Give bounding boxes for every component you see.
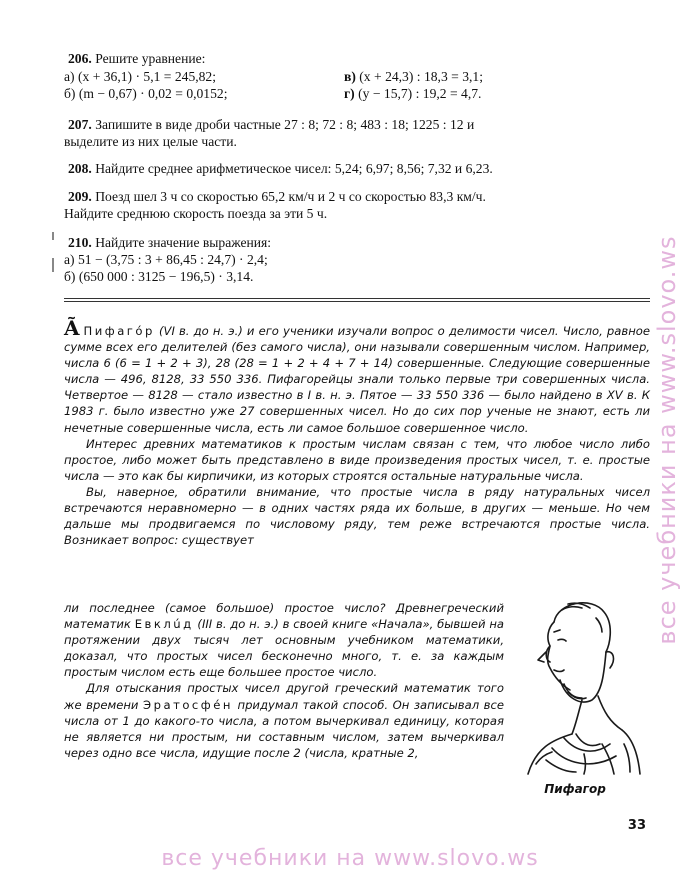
textbook-page: 206. Решите уравнение: а) (x + 36,1) · 5,1 = 245,82; в) (x + 24,3) : 18,3 = 3,1; б) (m − 0,67) · 0,02 = 0,0152; г) (y − 15,7) : 19,2 = 4,7. 207. Запишите в виде дроби частные 27 : 8; 72 : 8; 483 : 18; 1225 : 12 и выделите из них целые части. 208. Найдите среднее арифметическое чисел: 5,24; 6,97; 8,56; 7,32 и 6,23. 209. Поезд шел 3 ч со скоростью 65,2 км/ч и 2 ч со скоростью 83,3 км/ч. Найдите среднюю скорость поезда за эти 5 ч. 210. Найдите значение выражения: а) 51 − (3,75 : 3 + 86,45 : 24,7) · 2,4; б) (650 000 : 3125 − 196,5) · 3,14. Ã Пифагóр (VI в. до н. э.) и его ученики изучали вопрос о делимости чисел. Число, равное сумме всех его делителей (без самого числа), они называли совершенным числом. Например, числа 6 (6 = 1 + 2 + 3), 28 (28 = 1 + 2 + 4 + 7 + 14) совершенные. Следующие совершенные числа — 496, 8128, 33 550 336. Пифагорейцы знали только первые три совершенных числа. Четвертое — 8128 — стало известно в I в. н. э. Пятое — 33 550 336 — было найдено в XV в. К 1983 г. было известно уже 27 совершенных чисел. Но до сих пор ученые не знают, есть ли нечетные совершенные числа, есть ли самое большое совершенное число. Интерес древних математиков к простым числам связан с тем, что любое число либо простое, либо может быть представлено в виде произведения простых чисел, т. е. простые числа — это как бы кирпичики, из которых строятся остальные натуральные числа. Вы, наверное, обратили внимание, что простые числа в ряду натуральных чисел встречаются неравномерно — в одних частях ряда их больше, в других — меньше. Но чем дальше мы продвигаемся по числовому ряду, тем реже встречаются простые числа. Возникает вопрос: существует ли последнее (самое большое) простое число? Древнегреческий математик Евклúд (III в. до н. э.) в своей книге «Начала», бывшей на протяжении двух тысяч лет основным учебником математики, доказал, что простых чисел бесконечно много, т. е. за каждым простым числом есть еще большее простое число. Для отыскания простых чисел другой греческий математик того же времени Эратосфéн придумал такой способ. Он записывал все числа от 1 до какого-то числа, а потом вычеркивал единицу, которая не является ни простым, ни составным числом, затем вычеркивал через одно все числа, идущие после 2 (числа, кратные 2, Пифагор 33 все учебники на www.slovo.ws все учебники на www.slovo.ws <box>0 0 700 886</box>
essay-paragraph: ли последнее (самое большое) простое число? Древнегреческий математик Евклúд (III в. до н. э.) в своей книге «Начала», бывшей на протяжении двух тысяч лет основным учебником математики, доказал, что простых чисел бесконечно много, т. е. за каждым простым числом есть еще большее простое число. <box>64 601 505 680</box>
equation-row <box>64 85 624 102</box>
problem-text: Решите уравнение: <box>95 51 206 66</box>
essay-paragraph: Для отыскания простых чисел другой греческий математик того же времени Эратосфéн придумал такой способ. Он записывал все числа от 1 до какого-то числа, а потом вычеркивал единицу, которая не является ни простым, ни составным числом, затем вычеркивал через одно все числа, идущие после 2 (числа, кратные 2, <box>64 681 505 760</box>
pythagoras-name: Пифагóр <box>83 324 155 338</box>
history-essay-wrapped <box>64 600 504 761</box>
section-divider <box>64 301 650 302</box>
problem-text-line: выделите из них целые части. <box>64 134 237 149</box>
portrait-caption: Пифагор <box>544 782 606 796</box>
eratosthenes-name: Эратосфéн <box>143 697 233 712</box>
watermark-bottom: все учебники на www.slovo.ws <box>161 846 539 871</box>
equation-a: а) (x + 36,1) · 5,1 = 245,82; <box>64 69 217 84</box>
page-number: 33 <box>627 818 646 833</box>
problem-207 <box>64 116 652 150</box>
equation-b: б) (m − 0,67) · 0,02 = 0,0152; <box>64 86 228 101</box>
problem-number: 208. <box>68 161 92 176</box>
problem-209 <box>64 188 652 222</box>
equation-v: в) (x + 24,3) : 18,3 = 3,1; <box>344 69 483 84</box>
pythagoras-portrait-icon <box>506 588 644 776</box>
euclid-name: Евклúд <box>134 617 194 632</box>
problem-206 <box>68 50 648 67</box>
problem-text: Найдите среднее арифметическое чисел: 5,24; 6,97; 8,56; 7,32 и 6,23. <box>95 161 493 176</box>
problem-text-line: Запишите в виде дроби частные 27 : 8; 72 : 8; 483 : 18; 1225 : 12 и <box>95 117 475 132</box>
essay-paragraph: Вы, наверное, обратили внимание, что простые числа в ряду натуральных чисел встречаются неравномерно — в одних частях ряда их больше, в других — меньше. Но чем дальше мы продвигаемся по числовому ряду, тем реже встречаются простые числа. Возникает вопрос: существует <box>64 484 650 548</box>
expression-a: а) 51 − (3,75 : 3 + 86,45 : 24,7) · 2,4; <box>64 252 268 267</box>
essay-paragraph: Интерес древних математиков к простым числам связан с тем, что любое число либо простое, либо может быть представлено в виде произведения простых чисел, т. е. простые числа — это как бы кирпичики, из которых строятся остальные натуральные числа. <box>64 436 650 483</box>
problem-text: Найдите значение выражения: <box>95 235 272 250</box>
problem-number: 210. <box>68 235 92 250</box>
problem-number: 207. <box>68 117 92 132</box>
expressions-210 <box>64 251 624 285</box>
expression-b: б) (650 000 : 3125 − 196,5) · 3,14. <box>64 269 254 284</box>
problem-number: 209. <box>68 189 92 204</box>
history-essay <box>64 316 650 548</box>
problem-text-line: Найдите среднюю скорость поезда за эти 5 ч. <box>64 206 328 221</box>
equation-g: г) (y − 15,7) : 19,2 = 4,7. <box>344 86 482 101</box>
equation-row <box>64 68 624 85</box>
section-divider <box>64 298 650 299</box>
equations-206 <box>64 68 624 102</box>
essay-paragraph: Ã Пифагóр (VI в. до н. э.) и его ученики изучали вопрос о делимости чисел. Число, равное сумме всех его делителей (без самого числа), они называли совершенным числом. Например, числа 6 (6 = 1 + 2 + 3), 28 (28 = 1 + 2 + 4 + 7 + 14) совершенные. Следующие совершенные числа — 496, 8128, 33 550 336. Пифагорейцы знали только первые три совершенных числа. Четвертое — 8128 — стало известно в I в. н. э. Пятое — 33 550 336 — было найдено в XV в. К 1983 г. было известно уже 27 совершенных чисел. Но до сих пор ученые не знают, есть ли нечетные совершенные числа, есть ли самое большое совершенное число. <box>64 316 650 435</box>
problem-210 <box>68 234 648 251</box>
margin-mark <box>52 232 54 240</box>
margin-mark <box>52 258 54 272</box>
problem-208 <box>68 160 652 177</box>
dropcap: Ã <box>64 316 80 340</box>
problem-number: 206. <box>68 51 92 66</box>
problem-text-line: Поезд шел 3 ч со скоростью 65,2 км/ч и 2 ч со скоростью 83,3 км/ч. <box>95 189 486 204</box>
